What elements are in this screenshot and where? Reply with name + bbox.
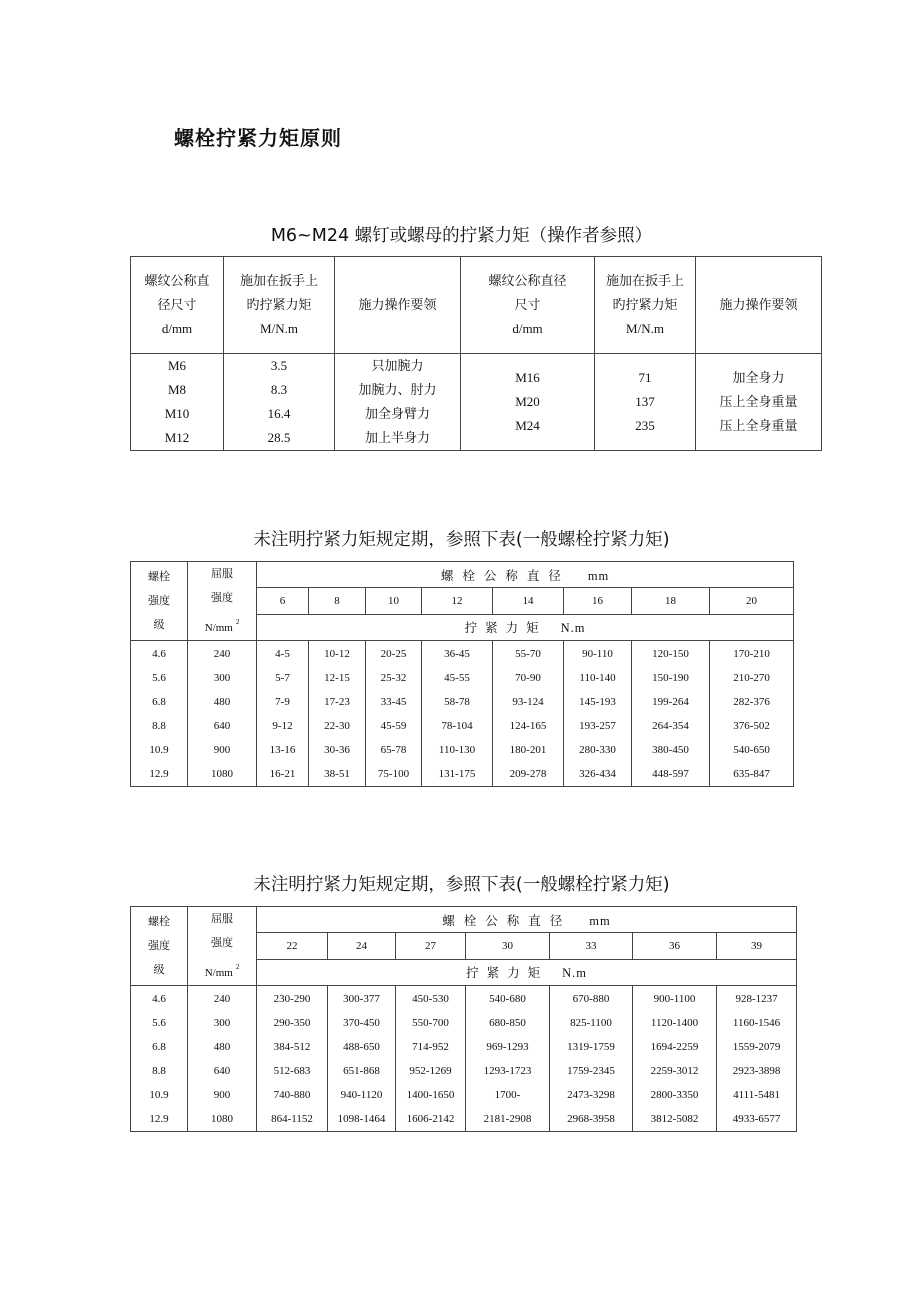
operation-cell: 加全身力 压上全身重量 压上全身重量 [696,354,822,451]
diameter-header: 螺栓公称直径 mm [257,562,794,588]
table-header-row [131,562,794,588]
diameter-cell: 16 [564,588,632,614]
diameter-cell: 20 [710,588,794,614]
torque-column: 230-290 290-350 384-512 512-683 740-880 864-1152 [257,986,328,1132]
torque-column: 170-210 210-270 282-376 376-502 540-650 635-847 [710,641,794,787]
diameter-cell: 39 [717,933,797,959]
table-body-row [131,641,794,787]
torque-column: 450-530 550-700 714-952 952-1269 1400-1650 1606-2142 [396,986,466,1132]
grade-column: 4.6 5.6 6.8 8.8 10.9 12.9 [131,986,188,1132]
torque-header: 拧紧力矩 N.m [257,614,794,640]
table-header-row [131,907,797,933]
diameter-cell: 36 [633,933,717,959]
diameter-cell: 12 [422,588,493,614]
diameter-header: 螺栓公称直径 mm [257,907,797,933]
operation-cell: 只加腕力 加腕力、肘力 加全身臂力 加上半身力 [335,354,461,451]
diameter-cell: 8 [309,588,366,614]
general-torque-table-large [130,906,797,1132]
table-header-row [131,257,822,354]
size-cell: M16 M20 M24 [461,354,595,451]
torque-operation-table [130,256,822,451]
torque-column: 36-45 45-55 58-78 78-104 110-130 131-175 [422,641,493,787]
header-cell: 施加在扳手上 旳拧紧力矩 M/N.m [224,257,335,354]
table1-caption: M6~M24 螺钉或螺母的拧紧力矩（操作者参照） [270,226,653,246]
torque-column: 540-680 680-850 969-1293 1293-1723 1700- 2181-2908 [466,986,550,1132]
diameter-cell: 18 [632,588,710,614]
table3-caption: 未注明拧紧力矩规定期，参照下表(一般螺栓拧紧力矩) [253,875,670,895]
table2-caption: 未注明拧紧力矩规定期，参照下表(一般螺栓拧紧力矩) [253,530,670,550]
torque-column: 10-12 12-15 17-23 22-30 30-36 38-51 [309,641,366,787]
diameter-cell: 33 [550,933,633,959]
torque-cell: 71 137 235 [595,354,696,451]
torque-column: 900-1100 1120-1400 1694-2259 2259-3012 2800-3350 3812-5082 [633,986,717,1132]
torque-column: 670-880 825-1100 1319-1759 1759-2345 2473-3298 2968-3958 [550,986,633,1132]
diameter-cell: 6 [257,588,309,614]
diameter-cell: 10 [366,588,422,614]
header-cell: 螺纹公称直径 尺寸 d/mm [461,257,595,354]
yield-header: 屈服 强度 N/mm $^2$ [188,907,257,986]
torque-column: 55-70 70-90 93-124 124-165 180-201 209-278 [493,641,564,787]
header-cell: 螺纹公称直 径尺寸 d/mm [131,257,224,354]
torque-column: 20-25 25-32 33-45 45-59 65-78 75-100 [366,641,422,787]
torque-column: 300-377 370-450 488-650 651-868 940-1120 1098-1464 [328,986,396,1132]
torque-column: 90-110 110-140 145-193 193-257 280-330 326-434 [564,641,632,787]
diameter-cell: 24 [328,933,396,959]
grade-header: 螺栓 强度 级 [131,562,188,641]
torque-column: 928-1237 1160-1546 1559-2079 2923-3898 4111-5481 4933-6577 [717,986,797,1132]
torque-column: 4-5 5-7 7-9 9-12 13-16 16-21 [257,641,309,787]
yield-column: 240 300 480 640 900 1080 [188,641,257,787]
header-cell: 施加在扳手上 旳拧紧力矩 M/N.m [595,257,696,354]
page-title: 螺栓拧紧力矩原则 [174,126,342,150]
diameter-cell: 30 [466,933,550,959]
torque-cell: 3.5 8.3 16.4 28.5 [224,354,335,451]
yield-header: 屈服 强度 N/mm $^2$ [188,562,257,641]
header-cell: 施力操作要领 [696,257,822,354]
diameter-cell: 22 [257,933,328,959]
grade-column: 4.6 5.6 6.8 8.8 10.9 12.9 [131,641,188,787]
grade-header: 螺栓 强度 级 [131,907,188,986]
table-row [131,354,822,451]
diameter-cell: 27 [396,933,466,959]
diameter-cell: 14 [493,588,564,614]
yield-column: 240 300 480 640 900 1080 [188,986,257,1132]
table-body-row [131,986,797,1132]
torque-header: 拧紧力矩 N.m [257,959,797,985]
header-cell: 施力操作要领 [335,257,461,354]
general-torque-table-small [130,561,794,787]
size-cell: M6 M8 M10 M12 [131,354,224,451]
torque-column: 120-150 150-190 199-264 264-354 380-450 448-597 [632,641,710,787]
